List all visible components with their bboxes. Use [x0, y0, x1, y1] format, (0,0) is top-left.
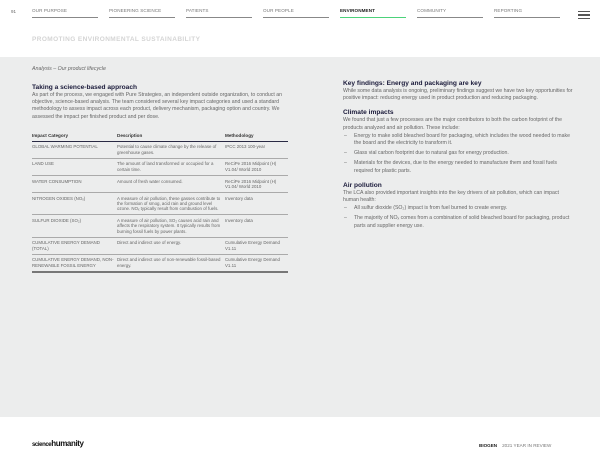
header-description: Description: [117, 133, 225, 142]
cell-category: NITROGEN OXIDES (NOₓ): [32, 193, 117, 215]
cell-description: Amount of fresh water consumed.: [117, 176, 225, 193]
nav-environment[interactable]: ENVIRONMENT: [340, 8, 406, 18]
climate-impacts-heading: Climate impacts: [343, 109, 394, 117]
list-item: – Materials for the devices, due to the energy needed to manufacture them and fossil fuels required for plastic parts.: [343, 160, 575, 174]
nav-our-purpose[interactable]: OUR PURPOSE: [32, 8, 98, 18]
cell-methodology: IPCC 2013 100-year: [225, 142, 288, 159]
report-name: 2021 YEAR IN REVIEW: [502, 443, 552, 448]
cell-description: Direct and indirect use of energy.: [117, 238, 225, 255]
cell-methodology: Inventory data: [225, 193, 288, 215]
list-item: – Glass vial carbon footprint due to natural gas for energy production.: [343, 150, 575, 157]
science-humanity-logo: [32, 439, 84, 448]
cell-description: Direct and indirect use of non-renewable fossil-based energy.: [117, 255, 225, 273]
climate-impacts-list: [343, 133, 575, 175]
table-row: [32, 176, 288, 193]
logo-part-science: science: [32, 442, 52, 448]
cell-category: WATER CONSUMPTION: [32, 176, 117, 193]
subtitle: Analysis – Our product lifecycle: [32, 66, 106, 72]
table-row: [32, 142, 288, 159]
nav-community[interactable]: COMMUNITY: [417, 8, 483, 18]
nav-our-people[interactable]: OUR PEOPLE: [263, 8, 329, 18]
cell-methodology: Cumulative Energy Demand V1.11: [225, 238, 288, 255]
cell-description: A measure of air pollution, these gasses contribute to the formation of smog, acid rain and ground level ozone. NOₓ typically result from combustion of fuels.: [117, 193, 225, 215]
key-findings-heading: Key findings: Energy and packaging are key: [343, 80, 482, 87]
cell-category: CUMULATIVE ENERGY DEMAND (TOTAL): [32, 238, 117, 255]
air-pollution-paragraph: The LCA also provided important insights into the key drivers of air pollution, which can impact human health:: [343, 189, 559, 204]
impact-table: [32, 133, 288, 273]
right-column: [343, 80, 575, 233]
left-column: [32, 84, 288, 273]
air-pollution-list: [343, 205, 575, 230]
page-number: 91: [11, 9, 17, 14]
cell-methodology: Cumulative Energy Demand V1.11: [225, 255, 288, 273]
table-row: [32, 255, 288, 273]
cell-description: The amount of land transformed or occupied for a certain time.: [117, 159, 225, 176]
nav-reporting[interactable]: REPORTING: [494, 8, 560, 18]
list-item: – The majority of NOₓ comes from a combination of solid bleached board for packaging, product parts and supplier energy use.: [343, 215, 575, 229]
key-findings-paragraph: While some data analysis is ongoing, preliminary findings suggest we have two key opportunities for positive impact: reducing energy used in product production and reducing packaging.: [343, 88, 573, 102]
section-title: PROMOTING ENVIRONMENTAL SUSTAINABILITY: [32, 36, 201, 43]
table-header-row: [32, 133, 288, 142]
hamburger-menu-icon[interactable]: [578, 11, 590, 21]
header-methodology: Methodology: [225, 133, 288, 142]
cell-category: GLOBAL WARMING POTENTIAL: [32, 142, 117, 159]
brand-name: BIOGEN: [479, 443, 498, 448]
table-row: [32, 238, 288, 255]
cell-methodology: Inventory data: [225, 215, 288, 237]
cell-description: Potential to cause climate change by the release of greenhouse gases.: [117, 142, 225, 159]
list-item: – All sulfur dioxide (SO₂) impact is from fuel burned to create energy.: [343, 205, 575, 212]
climate-impacts-paragraph: We found that just a few processes are the major contributors to both the carbon footprint of the products analyzed and air pollution. These include:: [343, 117, 563, 131]
list-item: – Energy to make solid bleached board for packaging, which includes the wood needed to make the board and the electricity to transform it.: [343, 133, 575, 147]
table-row: [32, 159, 288, 176]
science-approach-paragraph: As part of the process, we engaged with Pure Strategies, an independent outside organization, to conduct an objective, science-based analysis. The team considered several key impact categories and used a standard methodology to assess impact across each product, delivery mechanism, packaging option and country. We assessed the impact per finished product and per dose.: [32, 92, 283, 120]
top-navigation: [32, 8, 560, 18]
content-panel: [0, 57, 600, 417]
cell-category: LAND USE: [32, 159, 117, 176]
science-approach-heading: Taking a science-based approach: [32, 84, 138, 91]
table-row: [32, 193, 288, 215]
logo-part-humanity: humanity: [51, 439, 84, 448]
nav-patients[interactable]: PATIENTS: [186, 8, 252, 18]
cell-methodology: ReCiPe 2016 Midpoint (H) V1.04/ World 2010: [225, 176, 288, 193]
air-pollution-heading: Air pollution: [343, 181, 382, 189]
cell-methodology: ReCiPe 2016 Midpoint (H) V1.04/ World 2010: [225, 159, 288, 176]
cell-category: CUMULATIVE ENERGY DEMAND, NON-RENEWABLE FOSSIL ENERGY: [32, 255, 117, 273]
nav-pioneering-science[interactable]: PIONEERING SCIENCE: [109, 8, 175, 18]
footer-report-label: [479, 443, 551, 448]
cell-description: A measure of air pollution, SO₂ causes acid rain and affects the respiratory system. It typically results from burning fossil fuels by power plants.: [117, 215, 225, 237]
cell-category: SULFUR DIOXIDE (SO₂): [32, 215, 117, 237]
header-impact-category: Impact Category: [32, 133, 117, 142]
table-row: [32, 215, 288, 237]
